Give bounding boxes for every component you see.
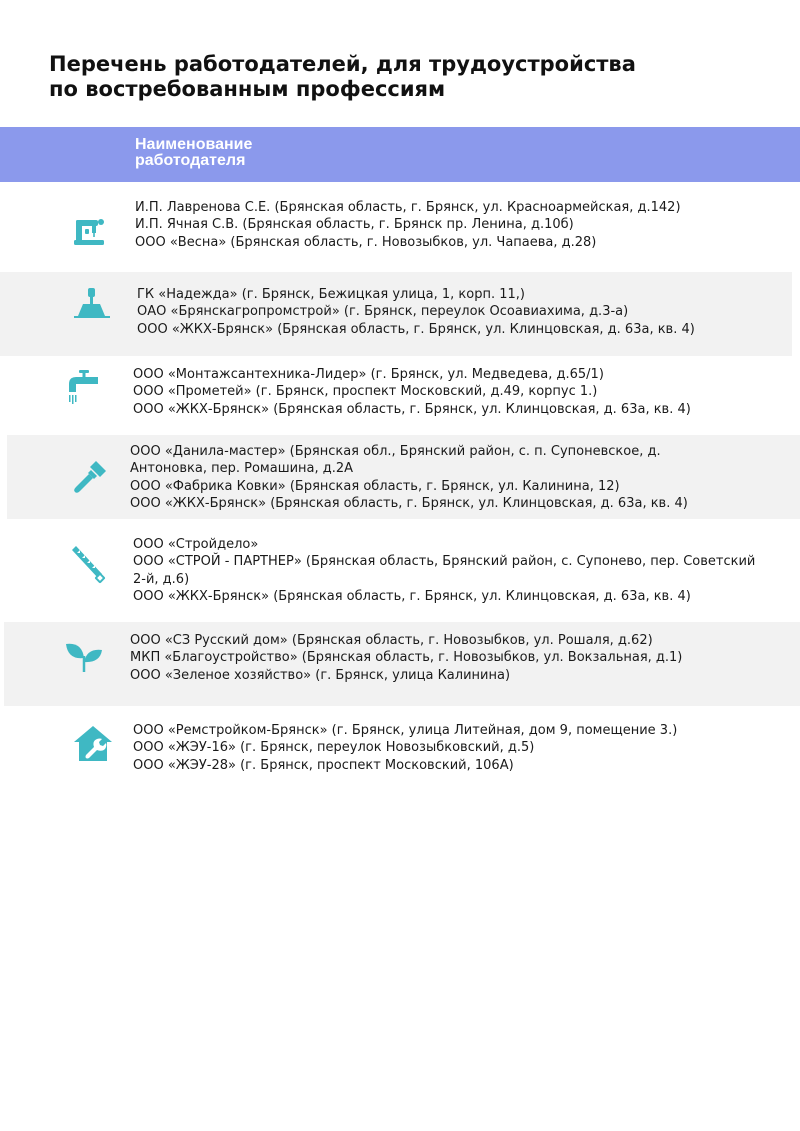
employer-list: [137, 286, 797, 338]
employer-entry: ООО «Прометей» (г. Брянск, проспект Московский, д.49, корпус 1.): [133, 384, 598, 400]
paint-brush-icon: [70, 457, 110, 497]
employer-entry: 2-й, д.6): [133, 571, 190, 587]
employer-name-column-header: [135, 137, 335, 169]
header-line-1: Наименование: [135, 136, 253, 153]
employer-list: [135, 199, 795, 251]
employer-entry: ООО «Зеленое хозяйство» (г. Брянск, улица Калинина): [130, 667, 511, 683]
header-line-2: работодателя: [135, 152, 246, 169]
employer-entry: ООО «Ремстройком-Брянск» (г. Брянск, улица Литейная, дом 9, помещение 3.): [133, 723, 678, 738]
employer-entry: ООО «ЖКХ-Брянск» (Брянская область, г. Брянск, ул. Клинцовская, д. 63а, кв. 4): [133, 588, 691, 604]
employer-row-sewing: [0, 183, 800, 269]
employer-entry: И.П. Лавренова С.Е. (Брянская область, г. Брянск, ул. Красноармейская, д.142): [135, 200, 681, 215]
employer-row-landscaping: [4, 622, 800, 706]
sewing-machine-icon: [70, 211, 110, 251]
employer-row-painting: [7, 435, 800, 519]
employer-entry: ООО «ЖКХ-Брянск» (Брянская область, г. Брянск, ул. Клинцовская, д. 63а, кв. 4): [130, 495, 688, 511]
employer-entry: ООО «Фабрика Ковки» (Брянская область, г. Брянск, ул. Калинина, 12): [130, 478, 620, 494]
employer-list: [133, 722, 793, 774]
employer-entry: ООО «ЖКХ-Брянск» (Брянская область, г. Брянск, ул. Клинцовская, д. 63а, кв. 4): [133, 401, 691, 417]
leaves-icon: [64, 636, 104, 676]
page-title-line-1: Перечень работодателей, для трудоустройства: [49, 52, 636, 76]
employer-entry: ООО «СЗ Русский дом» (Брянская область, г. Новозыбков, ул. Рошаля, д.62): [130, 633, 653, 648]
employer-entry: ГК «Надежда» (г. Брянск, Бежицкая улица, 1, корп. 11,): [137, 287, 525, 302]
page-title-line-2: по востребованным профессиям: [49, 77, 446, 101]
employer-entry: ООО «ЖКХ-Брянск» (Брянская область, г. Брянск, ул. Клинцовская, д. 63а, кв. 4): [137, 321, 695, 337]
employer-list: [133, 366, 793, 418]
employer-list: [133, 536, 793, 605]
employer-list: [130, 443, 790, 512]
employer-row-plumbing: [0, 358, 800, 434]
employer-entry: ООО «ЖЭУ-28» (г. Брянск, проспект Московский, 106А): [133, 757, 514, 773]
employer-entry: ООО «Весна» (Брянская область, г. Новозыбков, ул. Чапаева, д.28): [135, 234, 597, 250]
employer-entry: МКП «Благоустройство» (Брянская область, г. Новозыбков, ул. Вокзальная, д.1): [130, 650, 683, 666]
employer-list: [130, 632, 790, 684]
house-wrench-icon: [73, 724, 113, 764]
employer-entry: Антоновка, пер. Ромашина, д.2А: [130, 461, 354, 477]
table-header: [0, 127, 800, 182]
employer-entry: ООО «СТРОЙ - ПАРТНЕР» (Брянская область, Брянский район, с. Супонево, пер. Советский: [133, 554, 756, 570]
employer-row-plastering: [0, 272, 792, 356]
employer-entry: ОАО «Брянскагропромстрой» (г. Брянск, переулок Осоавиахима, д.3-а): [137, 304, 629, 320]
employer-row-carpentry: [0, 522, 800, 618]
employer-entry: ООО «Монтажсантехника-Лидер» (г. Брянск, ул. Медведева, д.65/1): [133, 367, 604, 382]
page-title: [49, 52, 749, 102]
employer-row-repair: [0, 712, 800, 784]
hand-saw-icon: [68, 544, 108, 584]
employer-entry: И.П. Ячная С.В. (Брянская область, г. Брянск пр. Ленина, д.10б): [135, 217, 574, 233]
employer-entry: ООО «Данила-мастер» (Брянская обл., Брянский район, с. п. Супоневское, д.: [130, 444, 661, 459]
employer-entry: ООО «ЖЭУ-16» (г. Брянск, переулок Новозыбковский, д.5): [133, 740, 535, 756]
putty-knife-icon: [72, 285, 112, 325]
employer-entry: ООО «Стройдело»: [133, 537, 259, 552]
water-tap-icon: [62, 367, 102, 407]
